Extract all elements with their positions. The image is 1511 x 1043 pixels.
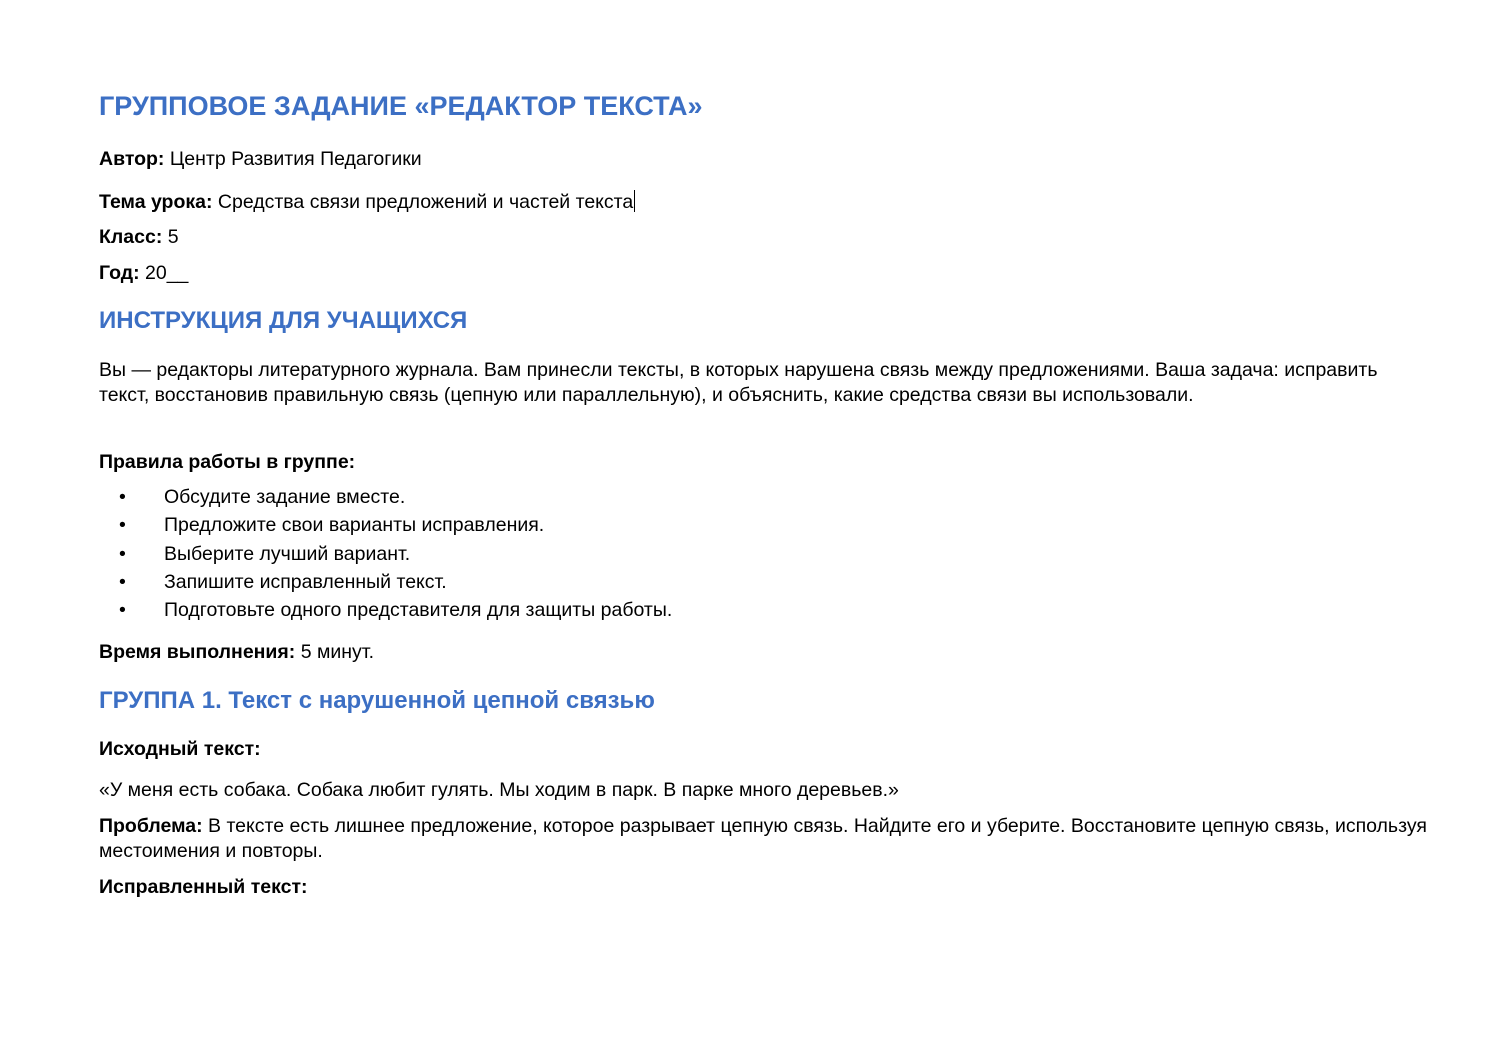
instructions-heading: ИНСТРУКЦИЯ ДЛЯ УЧАЩИХСЯ bbox=[99, 307, 468, 334]
problem-paragraph bbox=[99, 814, 1429, 864]
rules-heading bbox=[99, 450, 355, 474]
text-cursor bbox=[634, 190, 635, 212]
source-label-line bbox=[99, 737, 261, 761]
rule-text: Обсудите задание вместе. bbox=[164, 486, 406, 508]
bullet-icon: • bbox=[119, 599, 126, 622]
rules-heading-label: Правила работы в группе: bbox=[99, 451, 356, 473]
bullet-icon: • bbox=[119, 570, 126, 593]
source-label: Исходный текст: bbox=[99, 738, 261, 760]
author-value: Центр Развития Педагогики bbox=[164, 148, 422, 170]
rule-text: Запишите исправленный текст. bbox=[164, 570, 447, 593]
author-line bbox=[99, 147, 422, 171]
problem-label: Проблема: bbox=[99, 815, 203, 837]
year-value: 20__ bbox=[139, 262, 189, 284]
topic-line[interactable] bbox=[99, 190, 635, 214]
time-line bbox=[99, 640, 374, 664]
rule-text: Предложите свои варианты исправления. bbox=[164, 514, 545, 537]
problem-text: В тексте есть лишнее предложение, которое разрывает цепную связь. Найдите его и уберите. Восстановите цепную связь, используя местоимения и повторы. bbox=[99, 815, 1427, 862]
group1-heading: ГРУППА 1. Текст с нарушенной цепной связью bbox=[99, 687, 655, 714]
instructions-intro: Вы — редакторы литературного журнала. Вам принесли тексты, в которых нарушена связь между предложениями. Ваша задача: исправить текст, восстановив правильную связь (цепную или параллельную), и объяснить, какие средства связи вы использовали. bbox=[99, 359, 1378, 406]
rule-text: Подготовьте одного представителя для защиты работы. bbox=[164, 599, 673, 622]
source-text: «У меня есть собака. Собака любит гулять. Мы ходим в парк. В парке много деревьев.» bbox=[99, 779, 899, 801]
time-value: 5 минут. bbox=[295, 641, 374, 663]
class-value: 5 bbox=[162, 226, 179, 248]
rule-text: Выберите лучший вариант. bbox=[164, 542, 411, 565]
corrected-label: Исправленный текст: bbox=[99, 876, 308, 898]
time-label: Время выполнения: bbox=[99, 641, 296, 663]
author-label: Автор: bbox=[99, 148, 165, 170]
year-line bbox=[99, 261, 188, 285]
corrected-label-line bbox=[99, 875, 308, 899]
document-title: ГРУППОВОЕ ЗАДАНИЕ «РЕДАКТОР ТЕКСТА» bbox=[99, 91, 703, 121]
class-label: Класс: bbox=[99, 226, 163, 248]
year-label: Год: bbox=[99, 262, 140, 284]
bullet-icon: • bbox=[119, 514, 126, 537]
topic-label: Тема урока: bbox=[99, 191, 213, 213]
bullet-icon: • bbox=[119, 542, 126, 565]
topic-value: Средства связи предложений и частей текста bbox=[212, 191, 634, 213]
bullet-icon: • bbox=[119, 486, 126, 508]
class-line bbox=[99, 225, 179, 249]
